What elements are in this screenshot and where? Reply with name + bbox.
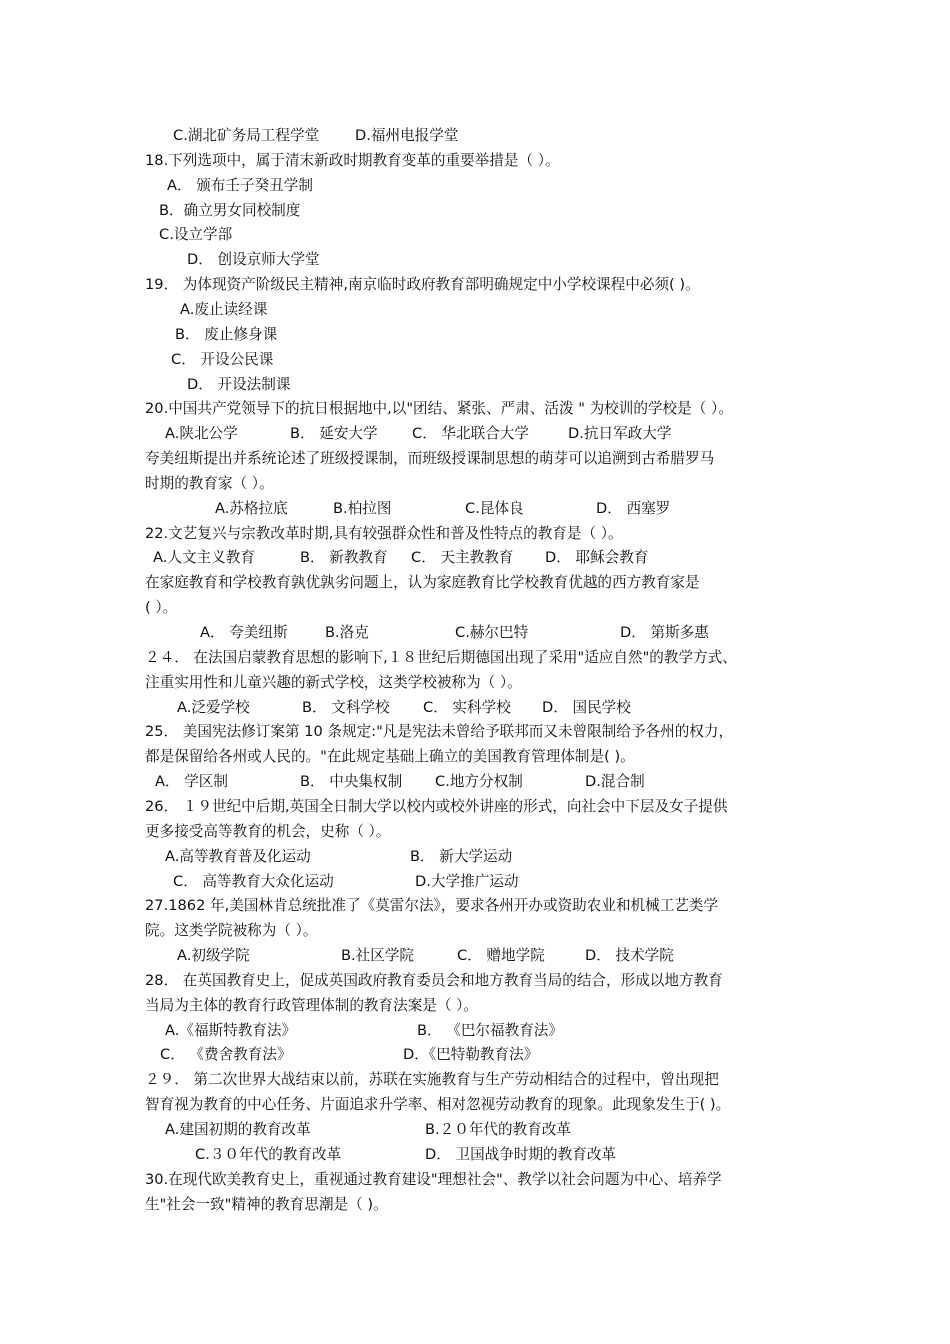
line-segment: B． 中央集权制 bbox=[300, 773, 403, 791]
text-line bbox=[145, 1043, 815, 1067]
line-segment: A.泛爱学校 bbox=[177, 698, 250, 716]
line-segment: A.人文主义教育 bbox=[153, 549, 255, 567]
text-line bbox=[145, 696, 815, 720]
line-segment: 院。这类学院被称为（ ）。 bbox=[145, 922, 318, 940]
line-segment: D． 西塞罗 bbox=[596, 499, 671, 517]
line-segment: 时期的教育家（ ）。 bbox=[145, 474, 274, 492]
text-line bbox=[145, 820, 815, 844]
text-line bbox=[145, 646, 815, 670]
text-line bbox=[145, 124, 815, 148]
line-segment: C.地方分权制 bbox=[435, 773, 523, 791]
text-line bbox=[145, 223, 815, 247]
line-segment: B． 新教教育 bbox=[300, 549, 388, 567]
line-segment: A.陕北公学 bbox=[165, 425, 238, 443]
text-line bbox=[145, 770, 815, 794]
text-line bbox=[145, 348, 815, 372]
line-segment: D.福州电报学堂 bbox=[355, 127, 459, 144]
line-segment: D．《巴特勒教育法》 bbox=[403, 1046, 539, 1064]
text-line bbox=[145, 1168, 815, 1192]
text-line bbox=[145, 870, 815, 894]
line-segment: D． 创设京师大学堂 bbox=[187, 251, 320, 269]
line-segment: 当局为主体的教育行政管理体制的教育法案是（ ）。 bbox=[145, 996, 478, 1014]
line-segment: ( ）。 bbox=[145, 599, 178, 617]
text-line bbox=[145, 472, 815, 496]
text-line bbox=[145, 323, 815, 347]
text-line bbox=[145, 596, 815, 620]
line-segment: B． 延安大学 bbox=[290, 425, 378, 443]
line-segment: C.赫尔巴特 bbox=[455, 624, 529, 641]
text-line bbox=[145, 199, 815, 223]
line-segment: 生"社会一致"精神的教育思潮是（ )。 bbox=[145, 1195, 388, 1213]
line-segment: ２９． 第二次世界大战结束以前，苏联在实施教育与生产劳动相结合的过程中，曾出现把 bbox=[145, 1071, 719, 1089]
line-segment: C． 赠地学院 bbox=[457, 947, 545, 965]
text-line bbox=[145, 497, 815, 521]
line-segment: A.苏格拉底 bbox=[215, 499, 288, 517]
text-line bbox=[145, 298, 815, 322]
line-segment: B.社区学院 bbox=[341, 947, 415, 965]
line-segment: A． 颁布壬子癸丑学制 bbox=[167, 176, 313, 194]
line-segment: D.抗日军政大学 bbox=[568, 425, 672, 443]
line-segment: 27.1862 年,美国林肯总统批准了《莫雷尔法》，要求各州开办或资助农业和机械工艺类学 bbox=[145, 897, 719, 915]
line-segment: B． 《巴尔福教育法》 bbox=[417, 1021, 563, 1039]
text-line bbox=[145, 894, 815, 918]
line-segment: 30.在现代欧美教育史上，重视通过教育建设"理想社会"、教学以社会问题为中心、培养学 bbox=[145, 1170, 722, 1188]
text-line bbox=[145, 621, 815, 645]
line-segment: B． 废止修身课 bbox=[175, 325, 278, 343]
line-segment: C． 《费舍教育法》 bbox=[160, 1046, 292, 1064]
text-line bbox=[145, 720, 815, 744]
text-line bbox=[145, 422, 815, 446]
line-segment: D． 国民学校 bbox=[542, 698, 631, 716]
text-line bbox=[145, 1068, 815, 1092]
text-line bbox=[145, 571, 815, 595]
text-line bbox=[145, 447, 815, 471]
line-segment: B． 文科学校 bbox=[302, 698, 390, 716]
line-segment: B.洛克 bbox=[325, 624, 369, 641]
line-segment: C． 华北联合大学 bbox=[412, 425, 529, 443]
line-segment: D． 卫国战争时期的教育改革 bbox=[425, 1145, 617, 1163]
line-segment: 更多接受高等教育的机会，史称（ ）。 bbox=[145, 822, 391, 840]
line-segment: 智育视为教育的中心任务、片面追求升学率、相对忽视劳动教育的现象。此现象发生于( )。 bbox=[145, 1096, 731, 1114]
text-line bbox=[145, 795, 815, 819]
text-line bbox=[145, 845, 815, 869]
text-line bbox=[145, 1118, 815, 1142]
text-line bbox=[145, 546, 815, 570]
text-line bbox=[145, 944, 815, 968]
text-line bbox=[145, 1143, 815, 1167]
text-line bbox=[145, 273, 815, 297]
line-segment: 26． １９世纪中后期,英国全日制大学以校内或校外讲座的形式，向社会中下层及女子提供 bbox=[145, 797, 728, 815]
line-segment: A． 夸美纽斯 bbox=[200, 624, 288, 641]
text-line bbox=[145, 994, 815, 1018]
line-segment: B.２０年代的教育改革 bbox=[425, 1121, 571, 1138]
text-line bbox=[145, 1093, 815, 1117]
line-segment: C． 实科学校 bbox=[423, 698, 511, 716]
line-segment: ２４． 在法国启蒙教育思想的影响下,１８世纪后期德国出现了采用"适应自然"的教学方式、 bbox=[145, 648, 737, 666]
line-segment: D． 技术学院 bbox=[585, 947, 674, 965]
line-segment: A． 学区制 bbox=[155, 773, 228, 791]
line-segment: 25． 美国宪法修订案第 10 条规定:"凡是宪法未曾给予联邦而又未曾限制给予各州的权力， bbox=[145, 723, 734, 741]
line-segment: C． 天主教教育 bbox=[411, 549, 514, 567]
text-line bbox=[145, 1019, 815, 1043]
line-segment: 19． 为体现资产阶级民主精神,南京临时政府教育部明确规定中小学校课程中必须( )。 bbox=[145, 276, 700, 294]
line-segment: 22.文艺复兴与宗教改革时期,具有较强群众性和普及性特点的教育是（ ）。 bbox=[145, 524, 623, 542]
text-line bbox=[145, 671, 815, 695]
line-segment: 20.中国共产党领导下的抗日根据地中,以"团结、紧张、严肃、活泼 " 为校训的学校是（ ）。 bbox=[145, 400, 733, 418]
line-segment: B.柏拉图 bbox=[333, 499, 392, 517]
line-segment: D． 开设法制课 bbox=[187, 375, 291, 393]
text-line bbox=[145, 522, 815, 546]
text-line bbox=[145, 919, 815, 943]
text-line bbox=[145, 1193, 815, 1217]
line-segment: C.设立学部 bbox=[159, 226, 233, 244]
line-segment: C.湖北矿务局工程学堂 bbox=[173, 127, 320, 144]
text-line bbox=[145, 174, 815, 198]
text-line bbox=[145, 149, 815, 173]
text-line bbox=[145, 248, 815, 272]
line-segment: 18.下列选项中，属于清末新政时期教育变革的重要举措是（ ）。 bbox=[145, 151, 560, 169]
line-segment: D.混合制 bbox=[585, 773, 645, 791]
line-segment: B． 新大学运动 bbox=[410, 847, 513, 865]
line-segment: C.３０年代的教育改革 bbox=[195, 1145, 342, 1163]
text-line bbox=[145, 373, 815, 397]
line-segment: 夸美纽斯提出并系统论述了班级授课制，而班级授课制思想的萌芽可以追溯到古希腊罗马 bbox=[145, 450, 715, 468]
line-segment: 注重实用性和儿童兴趣的新式学校，这类学校被称为（ ）。 bbox=[145, 673, 522, 691]
text-line bbox=[145, 969, 815, 993]
line-segment: A.高等教育普及化运动 bbox=[165, 847, 311, 865]
text-line bbox=[145, 397, 815, 421]
line-segment: A.废止读经课 bbox=[180, 300, 268, 318]
line-segment: D． 耶稣会教育 bbox=[545, 549, 649, 567]
line-segment: B．确立男女同校制度 bbox=[159, 201, 301, 219]
text-line bbox=[145, 745, 815, 769]
line-segment: C． 开设公民课 bbox=[171, 350, 274, 368]
line-segment: 28． 在英国教育史上，促成英国政府教育委员会和地方教育当局的结合，形成以地方教育 bbox=[145, 971, 723, 989]
line-segment: D． 第斯多惠 bbox=[620, 624, 709, 641]
line-segment: A.初级学院 bbox=[177, 947, 250, 965]
line-segment: D.大学推广运动 bbox=[415, 872, 519, 890]
line-segment: A.《福斯特教育法》 bbox=[165, 1021, 297, 1039]
line-segment: 在家庭教育和学校教育孰优孰劣问题上，认为家庭教育比学校教育优越的西方教育家是 bbox=[145, 574, 700, 592]
line-segment: 都是保留给各州或人民的。"在此规定基础上确立的美国教育管理体制是( )。 bbox=[145, 748, 635, 766]
line-segment: C． 高等教育大众化运动 bbox=[173, 872, 334, 890]
line-segment: A.建国初期的教育改革 bbox=[165, 1121, 311, 1138]
line-segment: C.昆体良 bbox=[465, 499, 524, 517]
